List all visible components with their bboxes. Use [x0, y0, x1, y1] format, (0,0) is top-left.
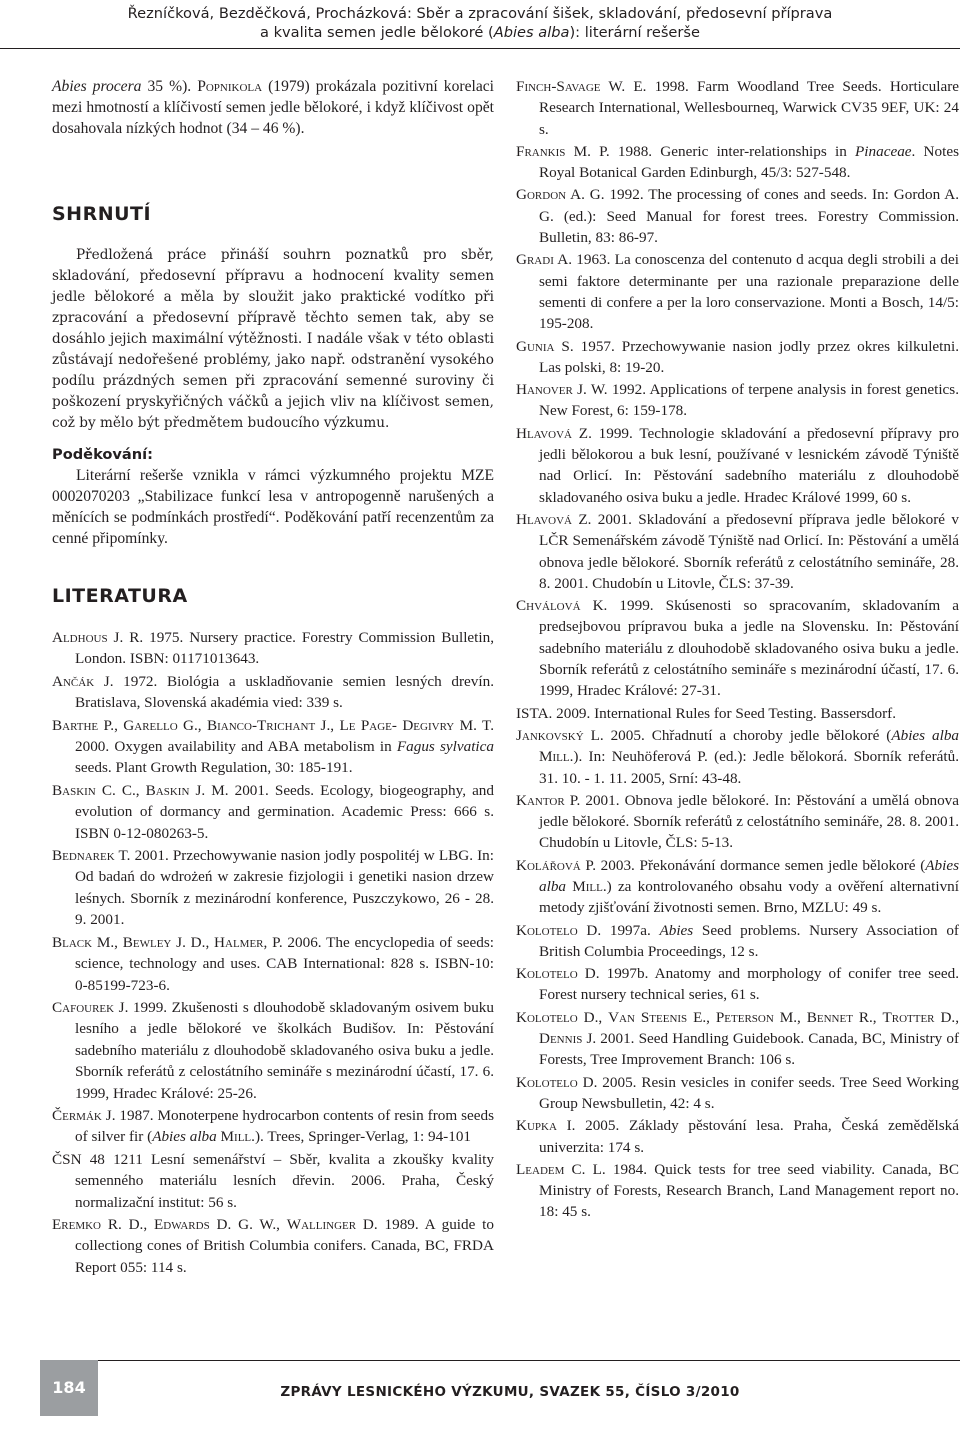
reference-item: Kupka I. 2005. Základy pěstování lesa. Praha, Česká zemědělská univerzita: 174 s.	[516, 1117, 959, 1156]
reference-item: Ančák J. 1972. Biológia a uskladňovanie semien lesných drevín. Bratislava, Slovenská akadémia vied: 339 s.	[52, 672, 494, 712]
footer-rule	[40, 1360, 960, 1361]
reference-item: Baskin C. C., Baskin J. M. 2001. Seeds. Ecology, biogeography, and evolution of dormancy and germination. Academic Press: 666 s. ISBN 0-12-080263-5.	[52, 781, 494, 842]
header-line-1: Řezníčková, Bezděčková, Procházková: Sběr a zpracování šišek, skladování, předosevní příprava	[127, 5, 833, 22]
reference-item: Hanover J. W. 1992. Applications of terpene analysis in forest genetics. New Forest, 6: 159-178.	[516, 381, 959, 420]
reference-item: Frankis M. P. 1988. Generic inter-relationships in Pinaceae. Notes Royal Botanical Garden Edinburgh, 45/3: 527-548.	[516, 142, 959, 182]
reference-item: Leadem C. L. 1984. Quick tests for tree seed viability. Canada, BC Ministry of Forests, Research Branch, Land Management report no. 18: 45 s.	[516, 1160, 959, 1221]
reference-item: Kolářová P. 2003. Překonávání dormance semen jedle bělokoré (Abies alba Mill.) za kontrolovaného obsahu vody a ověření alternativní metody zjišťování životnosti semen. Brno, MZLU: 49 s.	[516, 856, 959, 917]
reference-list-right	[516, 76, 959, 1223]
reference-item: Barthe P., Garello G., Bianco-Trichant J., Le Page- Degivry M. T. 2000. Oxygen availability and ABA metabolism in Fagus sylvatica seeds. Plant Growth Regulation, 30: 185-191.	[52, 716, 494, 777]
acknowledgement-title: Poděkování:	[52, 446, 153, 463]
journal-footer: ZPRÁVY LESNICKÉHO VÝZKUMU, SVAZEK 55, ČÍSLO 3/2010	[280, 1384, 740, 1400]
reference-item: ISTA. 2009. International Rules for Seed Testing. Bassersdorf.	[516, 704, 897, 722]
reference-item: Finch-Savage W. E. 1998. Farm Woodland Tree Seeds. Horticulare Research International, Wellesbourneq, Warwick CV35 9EF, UK: 24 s.	[516, 78, 959, 138]
reference-item: Kolotelo D. 2005. Resin vesicles in conifer seeds. Tree Seed Working Group Newsbulletin, 42: 4 s.	[516, 1073, 959, 1112]
reference-item: Gradi A. 1963. La conoscenza del contenuto d acqua degli strobili a dei semi faktore determinante per una razionale preparazione delle sementi di confere a per la loro conservazione. Monti a Bosch, 14/5: 195-208.	[516, 251, 959, 333]
running-header	[0, 0, 960, 62]
reference-item: ČSN 48 1211 Lesní semenářství – Sběr, kvalita a zkoušky kvality semenného materiálu lesních dřevin. 2006. Praha, Český normalizační institut: 56 s.	[52, 1150, 494, 1211]
reference-item: Kolotelo D. 1997a. Abies Seed problems. Nursery Association of British Columbia Proceedings, 12 s.	[516, 921, 959, 960]
literature-heading: LITERATURA	[52, 585, 188, 607]
summary-text: Předložená práce přináší souhrn poznatků pro sběr, skladování, předosevní přípravu a hodnocení kvality semen jedle bělokoré a měla by sloužit jako praktické vodítko při zpracování a předosevní přípravě těchto semen tak, aby se dosáhlo jejich maximální výtěžnosti. I nadále však v této oblasti zůstávají nedořešené problémy, jako např. odstranění vysokého podílu prázdných semen při zpracování semenné suroviny či poškození pryskyřičných váčků a jejich vliv na klíčivost semen, což by mělo být předmětem budoucího výzkumu.	[52, 247, 494, 431]
reference-item: Kolotelo D. 1997b. Anatomy and morphology of conifer tree seed. Forest nursery technical series, 61 s.	[516, 965, 959, 1004]
summary-heading: SHRNUTÍ	[52, 203, 152, 225]
header-rule	[0, 48, 960, 49]
reference-item: Gordon A. G. 1992. The processing of cones and seeds. In: Gordon A. G. (ed.): Seed Manual for forest trees. Forestry Commission. Bulletin, 83: 86-97.	[516, 186, 959, 247]
reference-item: Čermák J. 1987. Monoterpene hydrocarbon contents of resin from seeds of silver fir (Abies alba Mill.). Trees, Springer-Verlag, 1: 94-101	[52, 1106, 494, 1146]
reference-item: Bednarek T. 2001. Przechowywanie nasion jodly pospolitéj w LBG. In: Od badań do wdrożeń w zakresie fizjologii i genetiki nasion drzew leśnych. Sborník z mezinárodní konference, Puszczykowo, 26 - 28. 9. 2001.	[52, 847, 494, 929]
reference-item: Eremko R. D., Edwards D. G. W., Wallinger D. 1989. A guide to collectiong cones of British Columbia conifers. Canada, BC, FRDA Report 055: 114 s.	[52, 1215, 494, 1276]
reference-item: Hlavová Z. 2001. Skladování a předosevní příprava jedle bělokoré v LČR Semenářském závodě Týniště nad Orlicí. In: Pěstování a umělá obnova jedle bělokoré. Sborník referátů z celostátního semináře, 28. 8. 2001. Chudobín u Litovle, ČLS: 37-39.	[516, 510, 959, 592]
reference-item: Aldhous J. R. 1975. Nursery practice. Forestry Commission Bulletin, London. ISBN: 01171013643.	[52, 629, 494, 668]
reference-item: Kantor P. 2001. Obnova jedle bělokoré. In: Pěstování a umělá obnova jedle bělokoré. Sborník referátů z celostátního semináře, 28. 8. 2001. Chudobín u Litovle, ČLS: 5-13.	[516, 791, 959, 852]
left-column	[52, 76, 494, 1279]
reference-item: Gunia S. 1957. Przechowywanie nasion jodly przez okres kilkuletni. Las polski, 8: 19-20.	[516, 337, 959, 376]
reference-item: Chválová K. 1999. Skúsenosti so spracovaním, skladovaním a predsejbovou prípravou buka a jedle na Slovensku. In: Pěstování sadebního materiálu z dlouhodobě skladovaného osiva buku a jedle. Sborník referátů z celostátního semináře s mezinárodní účastí, 17. 6. 1999, Hradec Králové: 27-31.	[516, 597, 959, 700]
reference-item: Cafourek J. 1999. Zkušenosti s dlouhodobě skladovaným osivem buku lesního a jedle bělokoré ve školkách Budišov. In: Pěstování sadebního materiálu z dlouhodobě skladovaného osiva buku a jedle. Sborník referátů z celostátního semináře s mezinárodní účastí, 17. 6. 1999, Hradec Králové: 25-26.	[52, 998, 494, 1102]
header-line-2: a kvalita semen jedle bělokoré (Abies alba): literární rešerše	[260, 24, 700, 41]
intro-paragraph: Abies procera 35 %). Popnikola (1979) prokázala pozitivní korelaci mezi hmotností a klíčivostí semen jedle bělokoré, i když klíčivost opět dosahovala nízkých hodnot (34 – 46 %).	[52, 78, 494, 137]
reference-item: Jankovský L. 2005. Chřadnutí a choroby jedle bělokoré (Abies alba Mill.). In: Neuhöferová P. (ed.): Jedle bělokorá. Sborník referátů. 31. 10. - 1. 11. 2005, Srní: 43-48.	[516, 726, 960, 787]
page-number: 184	[40, 1360, 98, 1416]
reference-list-left	[52, 627, 494, 1278]
acknowledgement-text: Literární rešerše vznikla v rámci výzkumného projektu MZE 0002070203 „Stabilizace funkcí lesa v antropogenně narušených a měnících se podmínkách prostředí“. Poděkování patří recenzentům za cenné připomínky.	[52, 467, 494, 547]
reference-item: Black M., Bewley J. D., Halmer, P. 2006. The encyclopedia of seeds: science, technology and uses. CAB International: 828 s. ISBN-10: 0-85199-723-6.	[52, 933, 494, 994]
reference-item: Hlavová Z. 1999. Technologie skladování a předosevní přípravy pro jedli bělokorou a buk lesní, používané v lesnickém závodě Týniště nad Orlicí. In: Pěstování sadebního materiálu z dlouhodobě skladovaného osiva buku a jedle. Hradec Králové 1999, 60 s.	[516, 424, 959, 506]
right-column	[516, 76, 959, 1224]
reference-item: Kolotelo D., Van Steenis E., Peterson M., Bennet R., Trotter D., Dennis J. 2001. Seed Handling Guidebook. Canada, BC, Ministry of Forests, Tree Improvement Branch: 106 s.	[516, 1008, 960, 1069]
